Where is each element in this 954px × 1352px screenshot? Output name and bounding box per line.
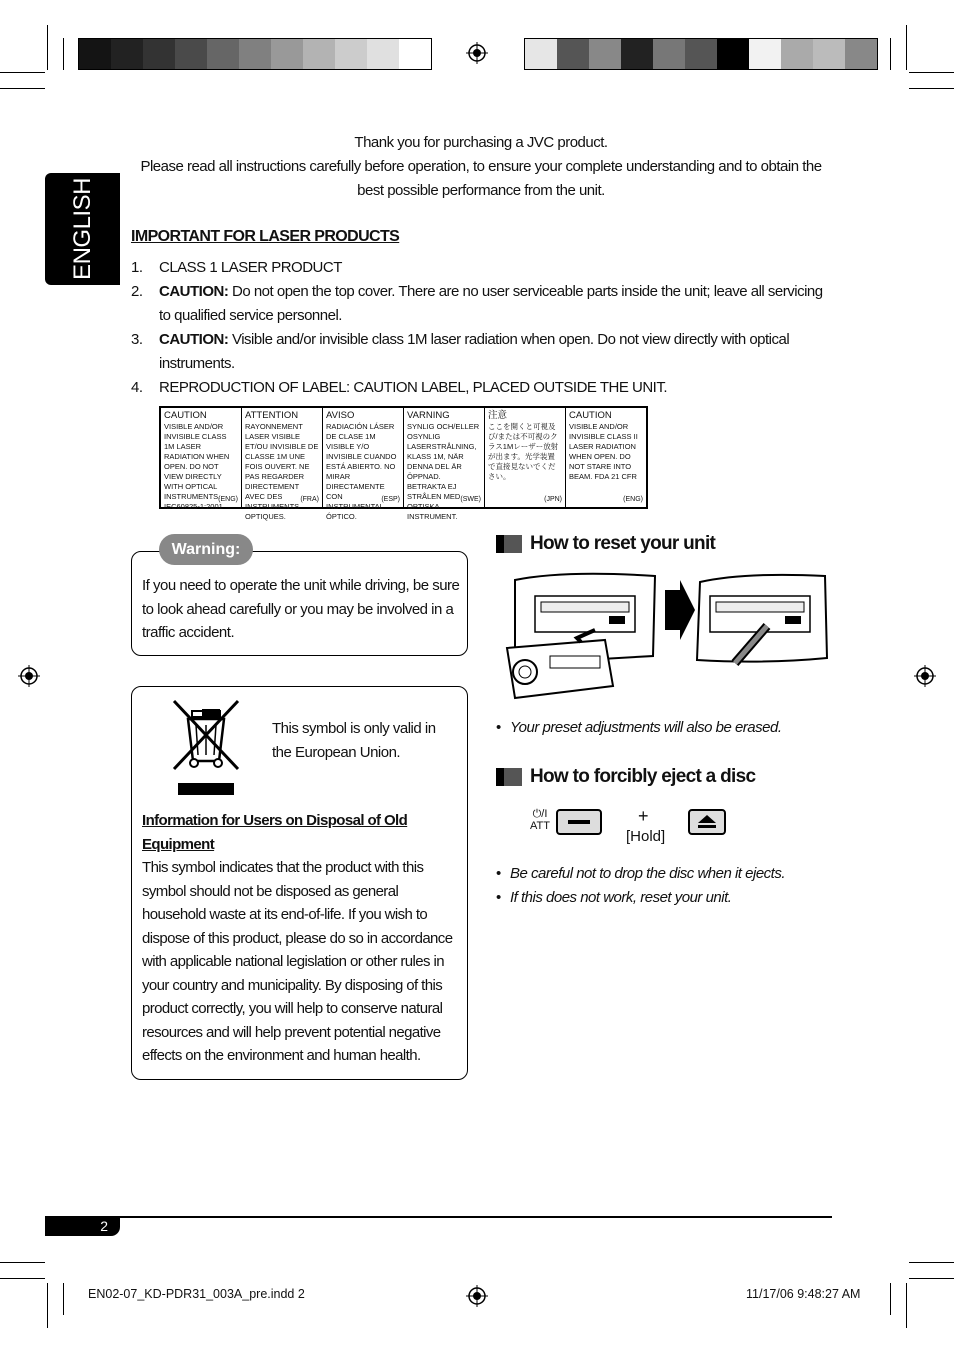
symbol-note: This symbol is only valid in the European Union. [272,720,436,761]
power-label: ⏻/I [532,808,548,820]
crop-mark [906,1283,907,1328]
label-body: VISIBLE AND/OR INVISIBLE CLASS 1M LASER RADIATION WHEN OPEN. DO NOT VIEW DIRECTLY WITH OPTICAL INSTRUMENTS. IEC60825-1:2001 [164,422,230,511]
language-tab [45,173,120,285]
crop-mark [0,72,45,73]
label-title: ATTENTION [245,410,299,421]
crop-mark [63,38,64,70]
eject-heading-text: How to forcibly eject a disc [530,766,756,787]
reset-heading-text: How to reset your unit [530,533,716,554]
eject-heading [496,766,755,788]
list-number: 3. [131,331,143,348]
label-title: CAUTION [164,410,207,421]
label-code: (FRA) [300,496,319,503]
registration-mark-icon [914,665,936,687]
disposal-title: Information for Users on Disposal of Old Equipment [142,812,408,853]
section-icon [496,535,522,553]
warning-label: Warning: [159,534,253,565]
crop-mark [47,1283,48,1328]
label-body: RADIACIÓN LÁSER DE CLASE 1M VISIBLE Y/O INVISIBLE CUANDO ESTÁ ABIERTO. NO MIRAR DIRECTAMENTE CON INSTRUMENTAL ÓPTICO. [326,422,397,521]
crop-mark [47,25,48,70]
label-code: (ESP) [381,496,400,503]
minus-icon [568,820,590,824]
registration-mark-icon [18,665,40,687]
label-column [404,408,485,521]
crop-mark [0,1278,45,1279]
crop-mark [909,72,954,73]
eject-note-text: Be careful not to drop the disc when it ejects. [510,865,785,882]
bullet-icon: • [496,865,501,882]
intro-line-2: Please read all instructions carefully before operation, to ensure your complete understanding and to obtain the best possible performance from the unit. [140,158,822,199]
color-bar-right [524,38,878,70]
crop-mark [909,88,954,89]
crop-mark [909,1278,954,1279]
reset-note [496,716,782,740]
label-code: (JPN) [544,496,562,503]
label-column [161,408,242,511]
label-body: SYNLIG OCH/ELLER OSYNLIG LASERSTRÅLNING, KLASS 1M, NÄR DENNA DEL ÄR ÖPPNAD. BETRAKTA EJ STRÅLEN MED OPTISKA INSTRUMENT. [407,422,480,521]
label-body: ここを開くと可視及び/または不可視のクラス1Mレーザー放射が出ます。光学装置で直接見ないでください。 [488,422,559,481]
label-column [566,408,646,507]
list-number: 2. [131,283,143,300]
label-title: VARNING [407,410,450,421]
laser-heading: IMPORTANT FOR LASER PRODUCTS [131,228,400,245]
crop-mark [909,1262,954,1263]
plus-sign: + [638,806,649,826]
slug-file: EN02-07_KD-PDR31_003A_pre.indd 2 [88,1287,305,1301]
label-column [242,408,323,521]
label-title: 注意 [488,410,508,421]
eject-button[interactable] [688,809,726,835]
eject-note [496,886,731,910]
crop-mark [890,38,891,70]
label-body: RAYONNEMENT LASER VISIBLE ET/OU INVISIBLE DE CLASSE 1M UNE FOIS OUVERT. NE PAS REGARDER DIRECTEMENT AVEC DES INSTRUMENTS OPTIQUES. [245,422,319,521]
label-code: (ENG) [218,496,238,503]
list-text: Visible and/or invisible class 1M laser radiation when open. Do not view directly with optical instruments. [159,331,790,372]
disposal-body: This symbol indicates that the product with this symbol should not be disposed as general household waste at its end-of-life. If you wish to dispose of this product, please do so in accordance with applicable national legislation or other rules in your country and municipality. By disposing of this product correctly, you will help to conserve natural resources and will help prevent potential negative effects on the environment and human health. [142,859,453,1064]
registration-mark-icon [466,1285,488,1307]
label-body: VISIBLE AND/OR INVISIBLE CLASS II LASER RADIATION WHEN OPEN. DO NOT STARE INTO BEAM. FDA 21 CFR [569,422,638,481]
eject-note-text: If this does not work, reset your unit. [510,889,732,906]
list-number: 1. [131,259,143,276]
list-bold: CAUTION: [159,331,229,348]
list-number: 4. [131,379,143,396]
reset-note-text: Your preset adjustments will also be erased. [510,719,782,736]
crop-mark [63,1283,64,1315]
power-att-button[interactable] [556,809,602,835]
power-att-label [530,808,550,832]
color-bar-left [78,38,432,70]
page-number-text: 2 [100,1218,108,1234]
list-text: REPRODUCTION OF LABEL: CAUTION LABEL, PLACED OUTSIDE THE UNIT. [159,379,667,396]
caution-label [159,406,648,521]
label-title: CAUTION [569,410,612,421]
list-text: CLASS 1 LASER PRODUCT [159,259,342,276]
eject-note [496,862,785,886]
bullet-icon: • [496,719,501,736]
footer-rule [45,1216,832,1218]
label-code: (SWE) [460,496,481,503]
label-code: (ENG) [623,496,643,503]
language-tab-label: ENGLISH [68,178,96,280]
crossed-bin-icon [172,699,240,797]
list-item [131,328,831,376]
eject-icon [690,811,724,833]
reset-heading [496,533,715,555]
att-label: ATT [530,820,550,832]
list-item [131,376,831,400]
list-item [131,256,831,280]
list-item [131,280,831,328]
page-number [45,1218,120,1236]
reset-illustration [505,568,830,703]
list-text: Do not open the top cover. There are no user serviceable parts inside the unit; leave all servicing to qualified service personnel. [159,283,823,324]
crop-mark [0,1262,45,1263]
crop-mark [906,25,907,70]
label-column [485,408,566,507]
list-bold: CAUTION: [159,283,229,300]
warning-text: If you need to operate the unit while driving, be sure to look ahead carefully or you may be involved in a traffic accident. [142,577,460,641]
laser-list [131,256,831,400]
registration-mark-icon [466,42,488,64]
hold-label: [Hold] [626,828,666,845]
crop-mark [890,1283,891,1315]
bullet-icon: • [496,889,501,906]
label-title: AVISO [326,410,355,421]
slug-date: 11/17/06 9:48:27 AM [746,1287,861,1301]
intro-line-1: Thank you for purchasing a JVC product. [354,134,608,151]
crop-mark [0,88,45,89]
section-icon [496,768,522,786]
label-column [323,408,404,521]
